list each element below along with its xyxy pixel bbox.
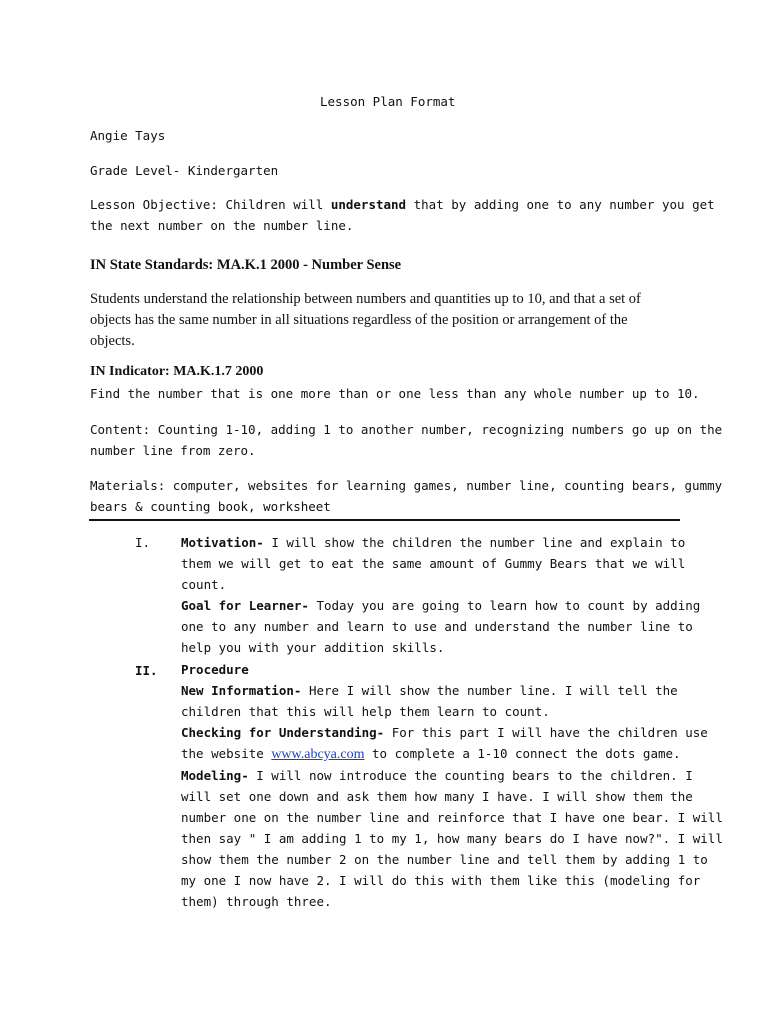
modeling-line: my one I now have 2. I will do this with them like this (modeling for xyxy=(181,873,701,888)
lesson-objective xyxy=(90,194,715,236)
objective-line-2: the next number on the number line. xyxy=(90,218,354,233)
standards-line: objects. xyxy=(90,333,135,349)
motivation-label: Motivation- xyxy=(181,535,264,550)
modeling-text: I will now introduce the counting bears to the children. I xyxy=(248,768,693,783)
modeling-line: show them the number 2 on the number line and tell them by adding 1 to xyxy=(181,852,708,867)
author-name: Angie Tays xyxy=(90,128,166,143)
grade-level: Grade Level- Kindergarten xyxy=(90,163,279,178)
materials-line: bears & counting book, worksheet xyxy=(90,499,331,514)
standards-heading: IN State Standards: MA.K.1 2000 - Number Sense xyxy=(90,257,402,273)
section-2-body xyxy=(181,659,723,912)
modeling-line: then say " I am adding 1 to my 1, how many bears do I have now?". I will xyxy=(181,831,723,846)
new-information-line: children that this will help them learn to count. xyxy=(181,704,550,719)
materials-line: Materials: computer, websites for learning games, number line, counting bears, gummy xyxy=(90,478,723,493)
objective-suffix: that by adding one to any number you get xyxy=(406,197,715,212)
new-information-text: Here I will show the number line. I will tell the xyxy=(301,683,678,698)
standards-line: objects has the same number in all situations regardless of the position or arrangement of the xyxy=(90,312,628,328)
goal-line: one to any number and learn to use and understand the number line to xyxy=(181,619,693,634)
goal-label: Goal for Learner- xyxy=(181,598,309,613)
standards-description xyxy=(90,289,641,352)
objective-emphasis: understand xyxy=(330,197,407,212)
checking-text: the website xyxy=(181,746,272,761)
new-information-label: New Information- xyxy=(181,683,302,698)
modeling-line: them) through three. xyxy=(181,894,332,909)
objective-prefix: Lesson Objective: Children will xyxy=(90,197,331,212)
modeling-line: number one on the number line and reinforce that I have one bear. I will xyxy=(181,810,723,825)
content-line: number line from zero. xyxy=(90,443,256,458)
page-title: Lesson Plan Format xyxy=(320,94,456,109)
motivation-line: them we will get to eat the same amount of Gummy Bears that we will xyxy=(181,556,686,571)
checking-text: For this part I will have the children use xyxy=(384,725,708,740)
materials-section xyxy=(90,475,722,517)
goal-line: help you with your addition skills. xyxy=(181,640,445,655)
procedure-title: Procedure xyxy=(181,662,249,677)
content-line: Content: Counting 1-10, adding 1 to another number, recognizing numbers go up on the xyxy=(90,422,723,437)
motivation-line: count. xyxy=(181,577,227,592)
indicator-heading: IN Indicator: MA.K.1.7 2000 xyxy=(90,364,264,379)
standards-line: Students understand the relationship between numbers and quantities up to 10, and that a set of xyxy=(90,291,641,307)
abcya-link[interactable]: www.abcya.com xyxy=(271,747,365,762)
checking-label: Checking for Understanding- xyxy=(181,725,385,740)
goal-text: Today you are going to learn how to count by adding xyxy=(308,598,701,613)
divider xyxy=(89,519,680,521)
modeling-label: Modeling- xyxy=(181,768,249,783)
section-1-body xyxy=(181,532,700,658)
section-2-numeral: II. xyxy=(135,663,158,678)
modeling-line: will set one down and ask them how many I have. I will show them the xyxy=(181,789,693,804)
checking-text: to complete a 1-10 connect the dots game. xyxy=(364,746,681,761)
motivation-text: I will show the children the number line and explain to xyxy=(263,535,686,550)
section-1-numeral: I. xyxy=(135,535,151,550)
indicator-text: Find the number that is one more than or one less than any whole number up to 10. xyxy=(90,386,700,401)
content-section xyxy=(90,419,722,461)
